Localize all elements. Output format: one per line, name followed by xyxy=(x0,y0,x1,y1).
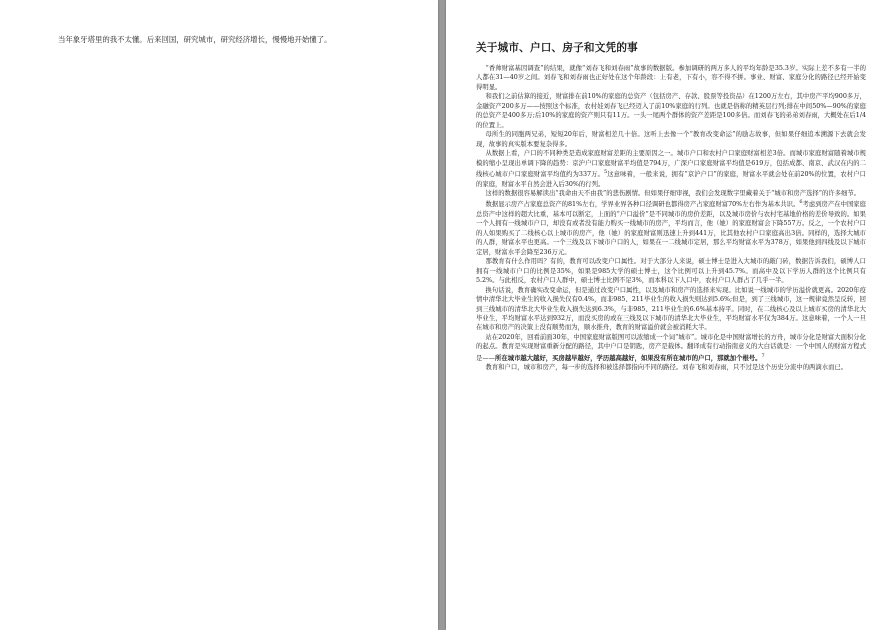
left-page xyxy=(0,0,438,630)
bold-formula: 所在城市越大越好，买房越早越好，学历越高越好，如果没有所在城市的户口，那就加个根号。 xyxy=(495,354,762,362)
paragraph: 站在2020年，回看前面30年，中国家庭财富版图可以浓缩成一个词“城市”。城市化是中国财富增长的方舟，城市分化是财富大面积分化的起点。教育是实现财富重新分配的路径，其中户口是钥匙，房产是载体。翻译成有行动指南意义的大白话就是：一个中国人的财富方程式是——所在城市越大越好，买房越早越好，学历越高越好，如果没有所在城市的户口，那就加个根号。$^7$ xyxy=(476,333,866,362)
paragraph: 和我们之前估算的接近，财富排在前10%的家庭的总资产（包括房产、存款、股票等投资品）在1200万左右，其中房产平均900多万，金融资产200多万——按照这个标准，农村娃刘春飞已经迈入了前10%家庭的行列。也就是俗称的精英层行列;排在中间50%—90%的家庭的总资产是400多万;后10%的家庭的资产则只有11万。一头一尾两个群体的资产差距是100多倍。而刘春飞的弟弟刘春雨，大概处在后1/4的位置上。 xyxy=(476,93,866,129)
right-page xyxy=(446,0,891,630)
footnote-ref[interactable]: 7 xyxy=(761,352,765,359)
paragraph: 那教育有什么作用吗？有的，教育可以改变户口属性。对于大部分人来说，硕士博士是进入大城市的敲门砖，数据告诉我们，硕博人口拥有一线城市户口的比例是35%，如果是985大学的硕士博士，这个比例可以上升到45.7%。而高中及以下学历人群的这个比例只有5.2%。与此相反，农村户口人群中，硕士博士比例不足3%，而本科以下人口中，农村户口人群占了几乎一半。 xyxy=(476,258,866,285)
paragraph: 这样的数据很容易解读出“我命由天不由我”的悲伤剧情。但如果仔细审视，我们会发现数字里藏着关于“城市和房产选择”的许多细节。 xyxy=(485,190,861,197)
paragraph: 从数据上看，户口的不同种类是造成家庭财富差距的主要原因之一。城市户口和农村户口家庭财富相差3倍。而城市家庭财富随着城市规模的缩小呈现出单调下降的趋势：京沪户口家庭财富平均值是794万，广深户口家庭财富平均值是619万，包括成都、南京、武汉在内的二线核心城市户口家庭财富平均值约为337万。$^5$这意味着，一般来说，拥有“京沪户口”的家庭，财富水平就会处在前20%的位置，农村户口的家庭，财富水平自然会进入后30%的行列。 xyxy=(476,150,866,188)
paragraph: 换句话说，教育确实改变命运，但是通过改变户口属性，以及城市和房产的选择来实现。比如说一线城市的学历溢价就更高。2020年疫情中清华北大毕业生的收入损失仅有0.4%，而非985、211毕业生的收入损失则达到5.6%;但是，到了三线城市，这一规律竟然呈反转，回到三线城市的清华北大毕业生收入损失达到6.3%，与非985、211毕业生的6.6%基本持平。同时，在二线核心及以上城市买房的清华北大毕业生，平均财富水平达到932万，而没买房的或在三线及以下城市的清华北大毕业生，平均财富水平仅为384万。这意味着，一个人一旦在城市和房产的决策上没有顺势而为，顺水推舟，教育的财富溢价就会被消耗大半。 xyxy=(476,286,866,332)
paragraph: 数据显示房产占家庭总资产的81%左右，学界业界各种口径调研也都得房产占家庭财富70%左右作为基本共识。$^6$考虑到房产在中国家庭总资产中这样的超大比重，基本可以断定，上面的“户口溢价”是不同城市的房价差距，以及城市房价与农村宅基地价格的差价导致的。如果一个人拥有一线城市户口，却没有或者没有能力购买一线城市的房产，平均而言，他（她）的家庭财富会下降557万。反之，一个农村户口的人如果购买了二线核心以上城市的房产，他（她）的家庭财富则迅速上升到441万，比其他农村户口家庭高出3倍。同样的，选择大城市的人群，财富水平也更高。一个三线及以下城市户口的人，如果在一二线城市定居，那么平均财富水平为378万，如果他到四线及以下城市定居，财富水平会降至236万元。 xyxy=(476,199,866,256)
footnote-ref[interactable]: 6 xyxy=(799,199,803,206)
paragraph: 母所生的同胞两兄弟，短短20年后，财富相差几十倍。这听上去像一个“教育改变命运”的励志故事，但如果仔细追本溯源下去就会发现，故事的真实版本要复杂得多。 xyxy=(476,131,866,148)
left-page-text: 当年象牙塔里的我不太懂。后来回国，研究城市，研究经济增长，慢慢地开始懂了。 xyxy=(58,35,332,44)
paragraph: “香帅财富基因调查”的结果，就像“刘春飞和刘春雨”故事的数据版。参加调研的两万多人的平均年龄是35.3岁。实际上差不多有一半的人都在31—40岁之间。刘春飞和刘春雨也正好处在这个年龄段：上有老，下有小，容不得不拼。事业、财富、家庭分化的路径已经开始变得明显。 xyxy=(476,65,866,91)
footnote-ref[interactable]: 5 xyxy=(603,168,608,175)
article-title: 关于城市、户口、房子和文凭的事 xyxy=(476,42,638,54)
paragraph: 教育和户口，城市和房产，每一步的选择和被选择都指向不同的路径。刘春飞和刘春雨，只不过是这个历史分流中的两滴水而已。 xyxy=(485,364,848,372)
article xyxy=(476,42,866,373)
